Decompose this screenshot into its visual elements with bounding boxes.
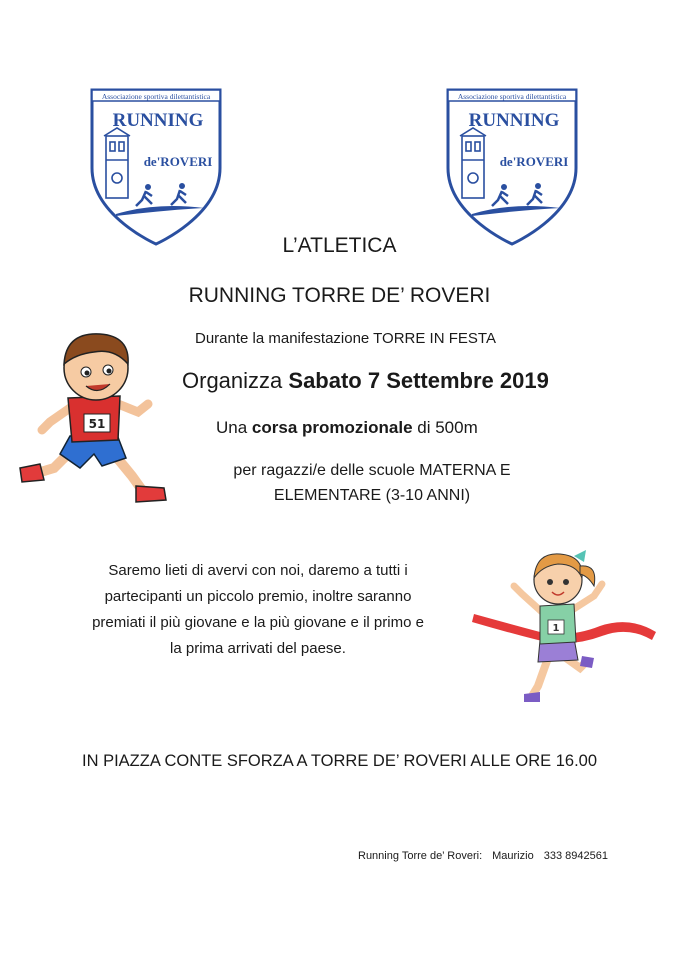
description-line-2: partecipanti un piccolo premio, inoltre saranno: [104, 588, 412, 605]
target-audience: [182, 458, 562, 508]
organizza-prefix: Organizza: [182, 368, 289, 393]
target-line-2: ELEMENTARE (3-10 ANNI): [273, 487, 471, 504]
corsa-prefix: Una: [216, 418, 252, 437]
girl-bib-number: 1: [552, 623, 560, 634]
contact-info: [358, 850, 618, 862]
logo-running-text: RUNNING: [112, 110, 204, 131]
logo-association-text: Associazione sportiva dilettantistica: [457, 92, 567, 101]
club-logo-right: [442, 76, 582, 248]
description-line-1: Saremo lieti di avervi con noi, daremo a tutti i: [108, 562, 408, 579]
event-date: Sabato 7 Settembre 2019: [288, 368, 549, 393]
contact-phone: 333 8942561: [543, 850, 608, 862]
description-paragraph: [68, 558, 448, 662]
heading-club-name: RUNNING TORRE DE’ ROVERI: [188, 284, 491, 307]
logo-roveri-text: de'ROVERI: [499, 154, 569, 169]
logo-running-text: RUNNING: [468, 110, 560, 131]
logo-association-text: Associazione sportiva dilettantistica: [101, 92, 211, 101]
intro-text: Durante la manifestazione TORRE IN FESTA: [195, 330, 496, 347]
corsa-suffix: di 500m: [412, 418, 478, 437]
contact-org: Running Torre de’ Roveri:: [358, 850, 483, 862]
contact-person: Maurizio: [492, 850, 534, 862]
club-logo-left: [86, 76, 226, 248]
corsa-bold: corsa promozionale: [251, 418, 413, 437]
running-boy-illustration: [14, 318, 176, 510]
description-line-4: la prima arrivati del paese.: [170, 640, 346, 657]
heading-atletica: L’ATLETICA: [282, 234, 397, 257]
description-line-3: premiati il più giovane e la più giovane e il primo e: [92, 614, 424, 631]
location-time: IN PIAZZA CONTE SFORZA A TORRE DE’ ROVERI ALLE ORE 16.00: [81, 752, 598, 770]
target-line-1: per ragazzi/e delle scuole MATERNA E: [233, 462, 511, 479]
logo-roveri-text: de'ROVERI: [143, 154, 213, 169]
boy-bib-number: 51: [88, 417, 106, 431]
event-date-line: [182, 368, 549, 394]
race-description: [216, 418, 478, 438]
running-girl-illustration: [470, 540, 660, 710]
